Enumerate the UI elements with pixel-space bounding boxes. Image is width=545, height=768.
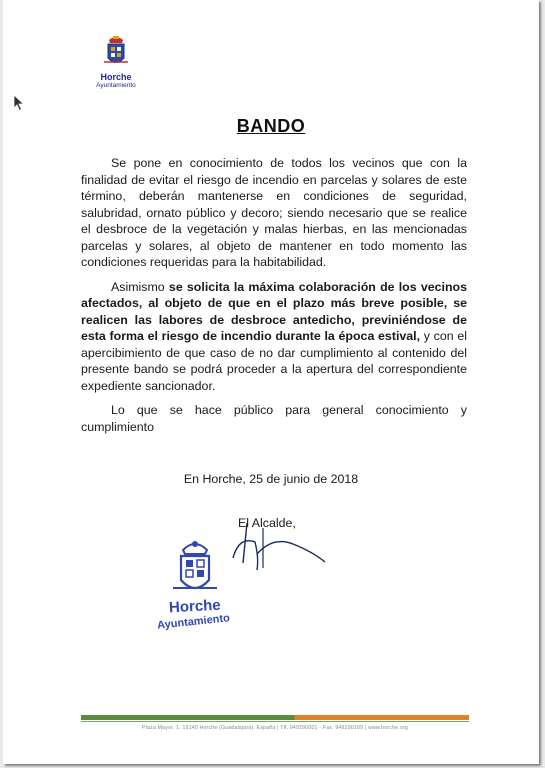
footer-divider [81,721,469,722]
stamp-crest-icon [165,538,225,600]
paragraph-2 [81,279,467,395]
letterhead-town: Horche [100,72,132,82]
document-page [3,0,539,764]
letterhead-subtitle: Ayuntamiento [96,82,136,89]
paragraph-1: Se pone en conocimiento de todos los vecinos que con la finalidad de evitar el riesgo de incendio en parcelas y solares de este término, deberán mantenerse en condiciones de seguridad, salubridad, ornato público y decoro; siendo necesario que se realice el desbroce de la vegetación y malas hierbas, en las mencionadas parcelas y solares, al objeto de mantener en todo momento las condiciones requeridas para la habitabilidad. [81,156,467,269]
stamp-subtitle: Ayuntamiento [156,612,231,632]
paragraph-2-bold: se solicita la máxima colaboración de los vecinos afectados, al objeto de que en el plazo más breve posible, se realicen las labores de desbroce antedicho, previniéndose de esta forma el riesgo de incendio durante la época estival, [81,279,468,343]
paragraph-2-intro: Asimismo [111,279,169,294]
letterhead-logo [89,34,143,90]
document-title: BANDO [236,116,306,136]
document-date: En Horche, 25 de junio de 2018 [183,472,359,486]
mouse-pointer-icon [13,94,25,112]
document-body [81,155,467,443]
coat-of-arms-icon [89,34,143,68]
footer-address: Plaza Mayor, 1. 19140 Horche (Guadalajara). España | Tlf. 949290001 - Fax. 949290109 | www.horche.org [142,725,408,731]
letterhead-footer [81,715,469,743]
stamp-town: Horche [168,596,222,617]
footer-color-band [81,715,469,720]
signer-title: El Alcalde, [238,516,296,530]
handwritten-signature [213,518,333,578]
closing-paragraph: Lo que se hace público para general conocimiento y cumplimiento [81,403,467,434]
paragraph-2-rest: y con el apercibimiento de que caso de no dar cumplimiento al contenido del presente bando se podrá proceder a la apertura del correspondiente expediente sancionador. [81,329,467,393]
